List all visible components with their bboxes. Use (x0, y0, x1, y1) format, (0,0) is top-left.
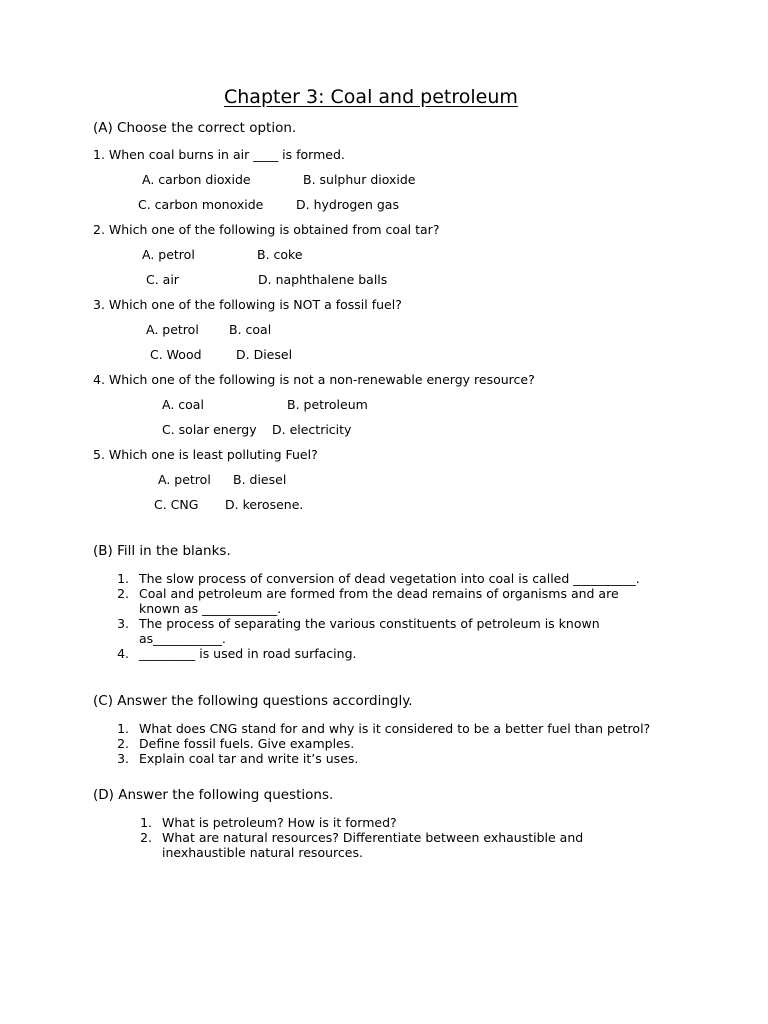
list-item (106, 616, 651, 646)
q1-option-a: A. carbon dioxide (142, 172, 251, 187)
list-item (106, 571, 651, 586)
list-item-number: 4. (117, 646, 129, 661)
list-item (129, 815, 609, 830)
q2-option-c: C. air (146, 272, 179, 287)
q4-option-b: B. petroleum (287, 397, 368, 412)
list-item-text: Define fossil fuels. Give examples. (139, 736, 355, 751)
list-item-text: Coal and petroleum are formed from the dead remains of organisms and are known as ____________. (139, 586, 619, 616)
answer-questions-list (106, 721, 706, 766)
list-item-number: 1. (117, 571, 129, 586)
fill-blanks-list (106, 571, 651, 661)
list-item-text: Explain coal tar and write it’s uses. (139, 751, 359, 766)
q5-option-a: A. petrol (158, 472, 211, 487)
question-4: 4. Which one of the following is not a non-renewable energy resource? (93, 372, 535, 387)
q4-option-c: C. solar energy (162, 422, 257, 437)
list-item-text: What is petroleum? How is it formed? (162, 815, 397, 830)
question-1: 1. When coal burns in air ____ is formed. (93, 147, 345, 162)
q2-option-a: A. petrol (142, 247, 195, 262)
list-item-text: The process of separating the various constituents of petroleum is known as___________. (139, 616, 600, 646)
section-b-heading: (B) Fill in the blanks. (93, 543, 231, 559)
list-item-number: 1. (140, 815, 152, 830)
q3-option-b: B. coal (229, 322, 272, 337)
list-item (106, 646, 651, 661)
q4-option-d: D. electricity (272, 422, 352, 437)
list-item-number: 3. (117, 751, 129, 766)
list-item-text: The slow process of conversion of dead vegetation into coal is called __________. (139, 571, 640, 586)
list-item (106, 586, 651, 616)
q2-option-b: B. coke (257, 247, 303, 262)
list-item-text: _________ is used in road surfacing. (139, 646, 357, 661)
list-item-number: 2. (140, 830, 152, 845)
section-d-heading: (D) Answer the following questions. (93, 787, 334, 803)
page-title: Chapter 3: Coal and petroleum (224, 86, 518, 108)
question-5: 5. Which one is least polluting Fuel? (93, 447, 318, 462)
list-item-number: 2. (117, 736, 129, 751)
q3-option-c: C. Wood (150, 347, 202, 362)
list-item (106, 751, 706, 766)
list-item (106, 736, 706, 751)
q3-option-a: A. petrol (146, 322, 199, 337)
q5-option-c: C. CNG (154, 497, 199, 512)
q1-option-b: B. sulphur dioxide (303, 172, 416, 187)
list-item (129, 830, 609, 860)
list-item-number: 2. (117, 586, 129, 601)
list-item-number: 1. (117, 721, 129, 736)
q1-option-c: C. carbon monoxide (138, 197, 264, 212)
question-3: 3. Which one of the following is NOT a fossil fuel? (93, 297, 402, 312)
list-item-text: What are natural resources? Differentiate between exhaustible and inexhaustible natural resources. (162, 830, 584, 860)
questions-list (129, 815, 609, 860)
list-item-number: 3. (117, 616, 129, 631)
list-item-text: What does CNG stand for and why is it considered to be a better fuel than petrol? (139, 721, 651, 736)
q1-option-d: D. hydrogen gas (296, 197, 399, 212)
section-a-heading: (A) Choose the correct option. (93, 120, 297, 136)
q5-option-d: D. kerosene. (225, 497, 304, 512)
question-2: 2. Which one of the following is obtained from coal tar? (93, 222, 440, 237)
q5-option-b: B. diesel (233, 472, 287, 487)
section-c-heading: (C) Answer the following questions accordingly. (93, 693, 413, 709)
q4-option-a: A. coal (162, 397, 204, 412)
q3-option-d: D. Diesel (236, 347, 293, 362)
list-item (106, 721, 706, 736)
q2-option-d: D. naphthalene balls (258, 272, 388, 287)
